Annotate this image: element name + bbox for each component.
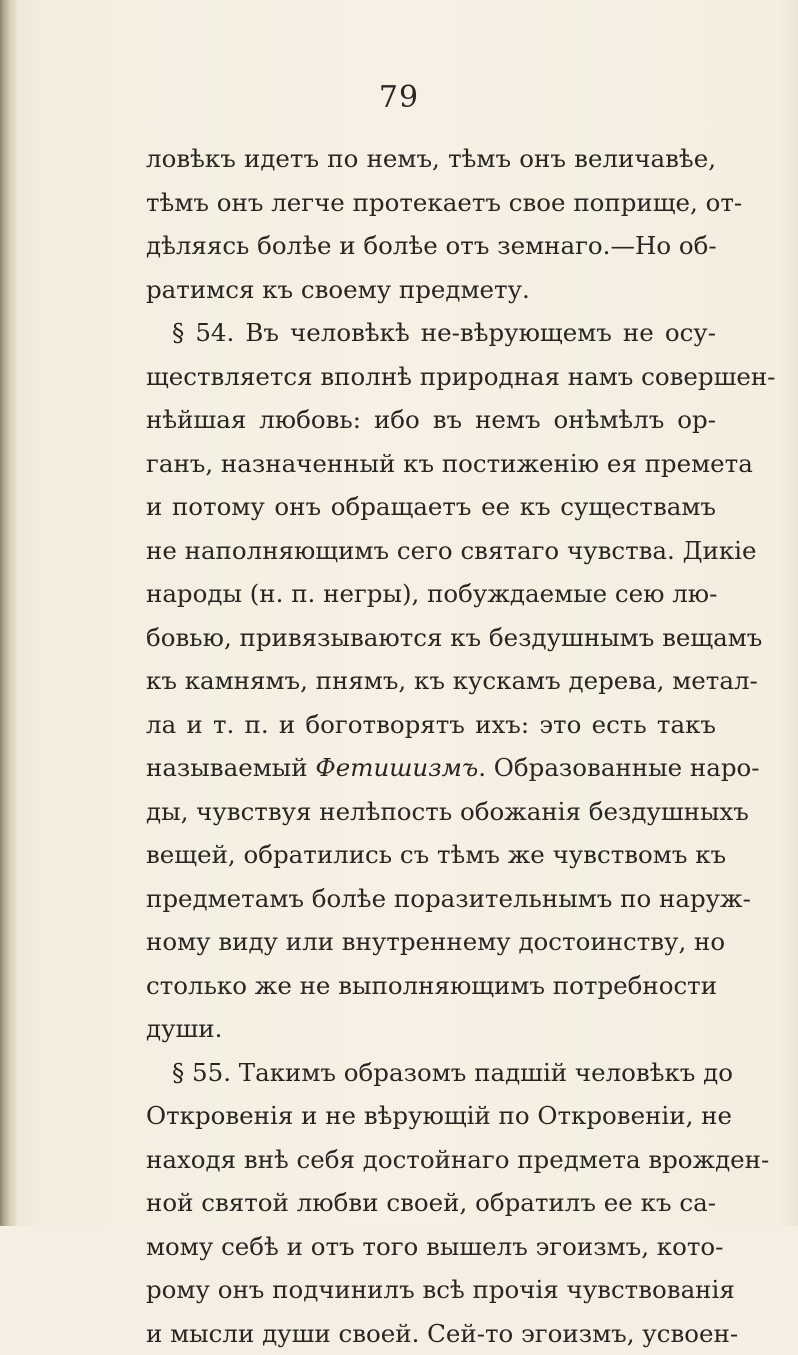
text-line: вещей, обратились съ тѣмъ же чувствомъ къ <box>146 833 716 877</box>
text-line: ной святой любви своей, обратилъ ее къ са- <box>146 1181 716 1225</box>
page-number: 79 <box>0 78 798 118</box>
text-line: ловѣкъ идетъ по немъ, тѣмъ онъ величавѣе, <box>146 137 716 181</box>
text-segment: . Образованные наро- <box>478 753 759 782</box>
text-line: народы (н. п. негры), побуждаемые сею лю- <box>146 572 716 616</box>
text-line: Откровенія и не вѣрующій по Откровеніи, не <box>146 1094 716 1138</box>
text-line: ла и т. п. и боготворятъ ихъ: это есть такъ <box>146 703 716 747</box>
text-line: дѣляясь болѣе и болѣе отъ земнаго.—Но об- <box>146 224 716 268</box>
text-line: нѣйшая любовь: ибо въ немъ онѣмѣлъ ор- <box>146 398 716 442</box>
text-line: предметамъ болѣе поразительнымъ по наруж- <box>146 877 716 921</box>
text-line: § 54. Въ человѣкѣ не-вѣрующемъ не осу- <box>146 311 716 355</box>
text-line: ратимся къ своему предмету. <box>146 268 716 312</box>
text-line: столько же не выполняющимъ потребности <box>146 964 716 1008</box>
emphasized-term: Фетишизмъ <box>315 753 478 782</box>
text-line: ному виду или внутреннему достоинству, но <box>146 920 716 964</box>
text-line: ществляется вполнѣ природная намъ совершен- <box>146 355 716 399</box>
text-line: рому онъ подчинилъ всѣ прочія чувствованія <box>146 1268 716 1312</box>
text-line: и мысли души своей. Сей-то эгоизмъ, усвоен- <box>146 1312 716 1355</box>
text-line: ды, чувствуя нелѣпость обожанія бездушныхъ <box>146 790 716 834</box>
text-line: бовью, привязываются къ бездушнымъ вещамъ <box>146 616 716 660</box>
text-line: тѣмъ онъ легче протекаетъ свое поприще, от- <box>146 181 716 225</box>
text-line: мому себѣ и отъ того вышелъ эгоизмъ, кото- <box>146 1225 716 1269</box>
text-line: и потому онъ обращаетъ ее къ существамъ <box>146 485 716 529</box>
text-line: души. <box>146 1007 716 1051</box>
body-text <box>146 137 716 1355</box>
text-line: § 55. Такимъ образомъ падшій человѣкъ до <box>146 1051 716 1095</box>
text-line <box>146 746 716 790</box>
text-segment: называемый <box>146 753 315 782</box>
text-line: не наполняющимъ сего святаго чувства. Дикіе <box>146 529 716 573</box>
text-line: ганъ, назначенный къ постиженію ея премета <box>146 442 716 486</box>
binding-shadow <box>0 0 18 1226</box>
text-line: находя внѣ себя достойнаго предмета врожден- <box>146 1138 716 1182</box>
text-line: къ камнямъ, пнямъ, къ кускамъ дерева, метал- <box>146 659 716 703</box>
